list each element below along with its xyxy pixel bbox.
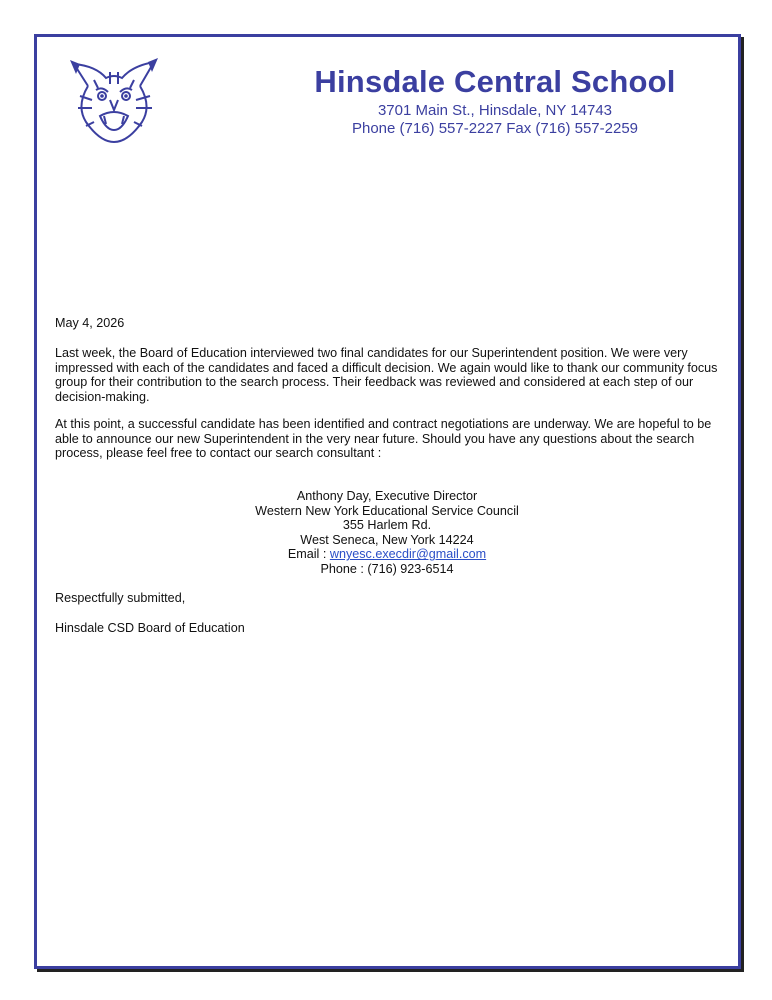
wildcat-logo-icon [66, 56, 162, 146]
contact-block [55, 489, 719, 577]
contact-organization: Western New York Educational Service Council [255, 503, 519, 518]
contact-email-line [55, 547, 719, 562]
letter-paragraph-1: Last week, the Board of Education interviewed two final candidates for our Superintendent position. We were very impressed with each of the candidates and faced a difficult decision. We again would like to thank our community focus group for their contribution to the search process. Their feedback was reviewed and considered at each step of our decision-making. [55, 346, 718, 404]
letter-signature: Hinsdale CSD Board of Education [55, 621, 245, 635]
school-address: 3701 Main St., Hinsdale, NY 14743 [377, 102, 613, 119]
contact-email-label: Email : [287, 547, 330, 562]
school-name: Hinsdale Central School [314, 64, 676, 99]
contact-street: 355 Harlem Rd. [342, 518, 432, 533]
contact-phone: Phone : (716) 923-6514 [320, 561, 454, 576]
letter-date: May 4, 2026 [55, 316, 125, 330]
contact-city-state: West Seneca, New York 14224 [300, 532, 474, 547]
letter-closing: Respectfully submitted, [55, 591, 186, 605]
contact-email-link[interactable]: wnyesc.execdir@gmail.com [329, 547, 487, 562]
contact-name-title: Anthony Day, Executive Director [296, 489, 478, 503]
letter-paragraph-2: At this point, a successful candidate has been identified and contract negotiations are underway. We are hopeful to be able to announce our new Superintendent in the very near future. Should you have any questions about the search process, please feel free to contact our search consultant : [55, 417, 712, 461]
school-phone-fax: Phone (716) 557-2227 Fax (716) 557-2259 [351, 120, 639, 137]
